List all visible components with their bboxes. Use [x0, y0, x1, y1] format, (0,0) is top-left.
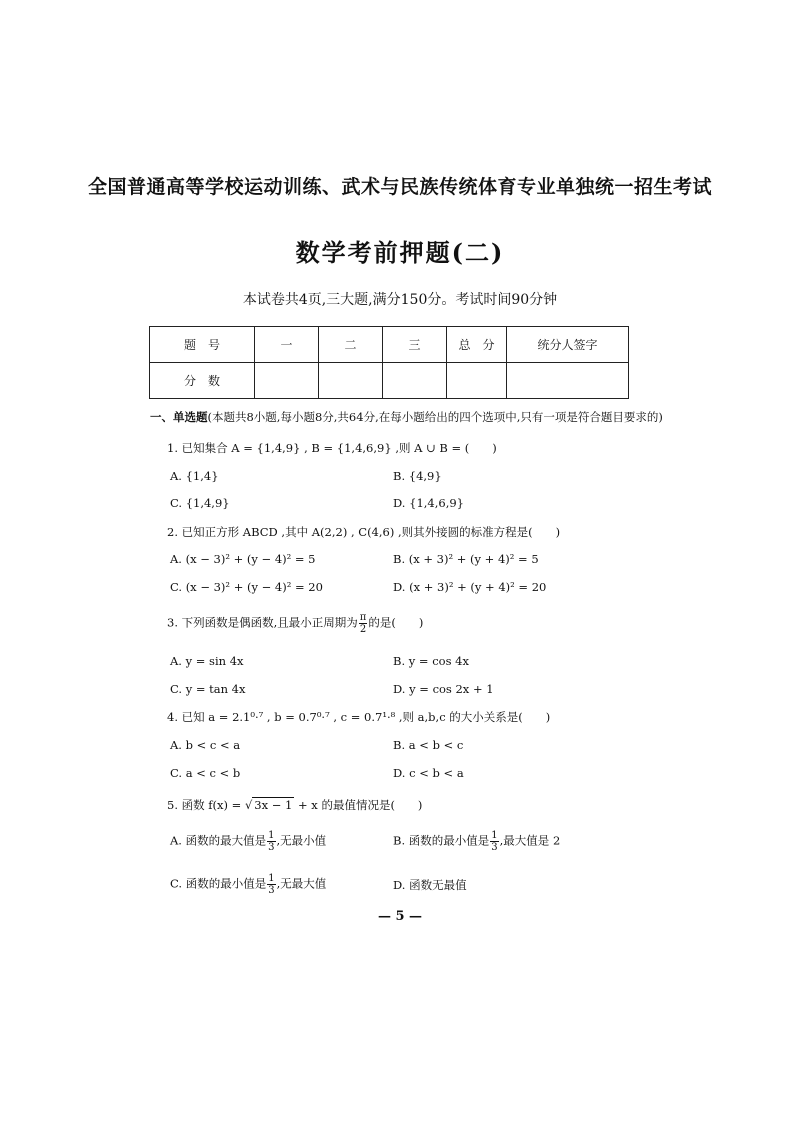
fraction-numerator: 1	[491, 830, 498, 841]
section-heading	[150, 409, 663, 425]
question-1-stem: 1. 已知集合 A = {1,4,9} , B = {1,4,6,9} ,则 A ∪ B = ( )	[167, 441, 497, 455]
question-5-stem-post: + x 的最值情况是( )	[294, 798, 423, 812]
score-table	[149, 326, 629, 399]
main-title: 数学考前押题(二)	[295, 238, 505, 267]
question-2-option-c: C. (x − 3)² + (y − 4)² = 20	[170, 580, 323, 594]
question-2-stem: 2. 已知正方形 ABCD ,其中 A(2,2) , C(4,6) ,则其外接圆的标准方程是( )	[167, 525, 561, 539]
score-input-cell[interactable]	[255, 363, 319, 399]
score-input-cell[interactable]	[507, 363, 629, 399]
question-5-stem-pre: 5. 函数 f(x) = √	[167, 798, 253, 812]
page-number: — 5 —	[377, 909, 423, 924]
exam-title: 全国普通高等学校运动训练、武术与民族传统体育专业单独统一招生考试	[87, 176, 712, 198]
question-4-option-a: A. b < c < a	[170, 738, 241, 752]
score-table-cell: 总 分	[447, 327, 507, 363]
question-1-option-d: D. {1,4,6,9}	[393, 496, 464, 510]
score-input-cell[interactable]	[447, 363, 507, 399]
score-table-header-row	[150, 327, 629, 363]
question-1-option-b: B. {4,9}	[393, 469, 442, 483]
fraction-denominator: 2	[359, 624, 367, 635]
question-1-option-c: C. {1,4,9}	[170, 496, 230, 510]
question-3-option-d: D. y = cos 2x + 1	[393, 682, 494, 696]
question-5-option-c	[170, 873, 326, 896]
question-5-option-a	[170, 830, 326, 853]
question-5-option-b	[393, 830, 560, 853]
score-table-cell: 题 号	[150, 327, 255, 363]
question-3-option-a: A. y = sin 4x	[170, 654, 244, 668]
section-title: 一、单选题	[150, 410, 208, 424]
option-text-post: ,无最大值	[276, 876, 327, 891]
fraction	[490, 830, 498, 853]
score-table-cell: 一	[255, 327, 319, 363]
question-3-stem-post: 的是( )	[368, 615, 424, 630]
fraction-numerator: 1	[268, 830, 275, 841]
option-text-pre: A. 函数的最大值是	[170, 833, 267, 848]
fraction	[359, 612, 368, 635]
question-4-option-b: B. a < b < c	[393, 738, 464, 752]
option-text-post: ,无最小值	[276, 833, 327, 848]
score-table-cell: 二	[319, 327, 383, 363]
question-2-option-b: B. (x + 3)² + (y + 4)² = 5	[393, 552, 539, 566]
option-text-pre: C. 函数的最小值是	[170, 876, 267, 891]
section-note: (本题共8小题,每小题8分,共64分,在每小题给出的四个选项中,只有一项是符合题目要求的)	[207, 410, 663, 424]
score-input-cell[interactable]	[319, 363, 383, 399]
question-5-option-d: D. 函数无最值	[393, 878, 467, 892]
fraction-numerator: 1	[268, 873, 275, 884]
question-3-option-b: B. y = cos 4x	[393, 654, 469, 668]
question-4-option-d: D. c < b < a	[393, 766, 464, 780]
question-2-option-d: D. (x + 3)² + (y + 4)² = 20	[393, 580, 547, 594]
question-4-option-c: C. a < c < b	[170, 766, 241, 780]
question-1-option-a: A. {1,4}	[170, 469, 219, 483]
question-2-option-a: A. (x − 3)² + (y − 4)² = 5	[170, 552, 316, 566]
fraction-numerator: π	[359, 612, 367, 623]
question-5-stem	[167, 797, 422, 813]
score-table-cell: 三	[383, 327, 447, 363]
score-input-cell[interactable]	[383, 363, 447, 399]
fraction-denominator: 3	[491, 842, 498, 853]
score-table-score-row	[150, 363, 629, 399]
question-3-stem-pre: 3. 下列函数是偶函数,且最小正周期为	[167, 615, 358, 630]
question-4-stem: 4. 已知 a = 2.1⁰·⁷ , b = 0.7⁰·⁷ , c = 0.7¹·⁸ ,则 a,b,c 的大小关系是( )	[167, 710, 551, 724]
question-3-stem	[167, 612, 423, 635]
fraction	[267, 830, 275, 853]
option-text-post: ,最大值是 2	[499, 833, 561, 848]
score-table-cell: 统分人签字	[507, 327, 629, 363]
question-3-option-c: C. y = tan 4x	[170, 682, 246, 696]
fraction-denominator: 3	[268, 885, 275, 896]
radicand: 3x − 1	[254, 798, 293, 812]
exam-info: 本试卷共4页,三大题,满分150分。考试时间90分钟	[242, 292, 558, 308]
fraction	[267, 873, 275, 896]
option-text-pre: B. 函数的最小值是	[393, 833, 490, 848]
score-table-cell: 分 数	[150, 363, 255, 399]
fraction-denominator: 3	[268, 842, 275, 853]
